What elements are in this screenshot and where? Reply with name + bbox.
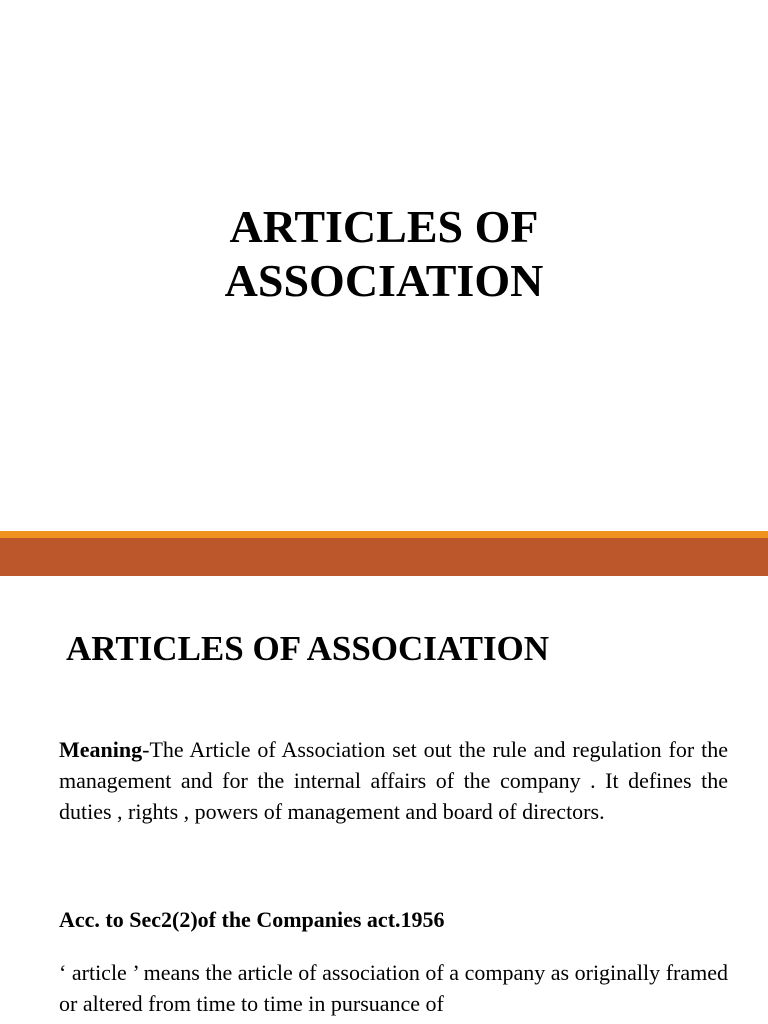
- definition-paragraph: ‘ article ’ means the article of association of a company as originally framed or altered from time to time in pursuance of: [59, 960, 728, 1016]
- section-reference-heading: Acc. to Sec2(2)of the Companies act.1956: [59, 907, 445, 932]
- slide-title: [0, 200, 768, 308]
- slide-title-line-1: ARTICLES OF: [229, 201, 539, 252]
- slide-title-line-2: ASSOCIATION: [224, 255, 544, 306]
- slide-divider-orange-stripe: [0, 531, 768, 538]
- meaning-paragraph: [59, 734, 728, 827]
- slide-divider-band: [0, 538, 768, 576]
- section-heading: ARTICLES OF ASSOCIATION: [66, 629, 550, 668]
- meaning-text: -The Article of Association set out the rule and regulation for the management and for the internal affairs of the company . It defines the duties , rights , powers of management and board of directors.: [59, 737, 728, 824]
- meaning-label: Meaning: [59, 737, 143, 762]
